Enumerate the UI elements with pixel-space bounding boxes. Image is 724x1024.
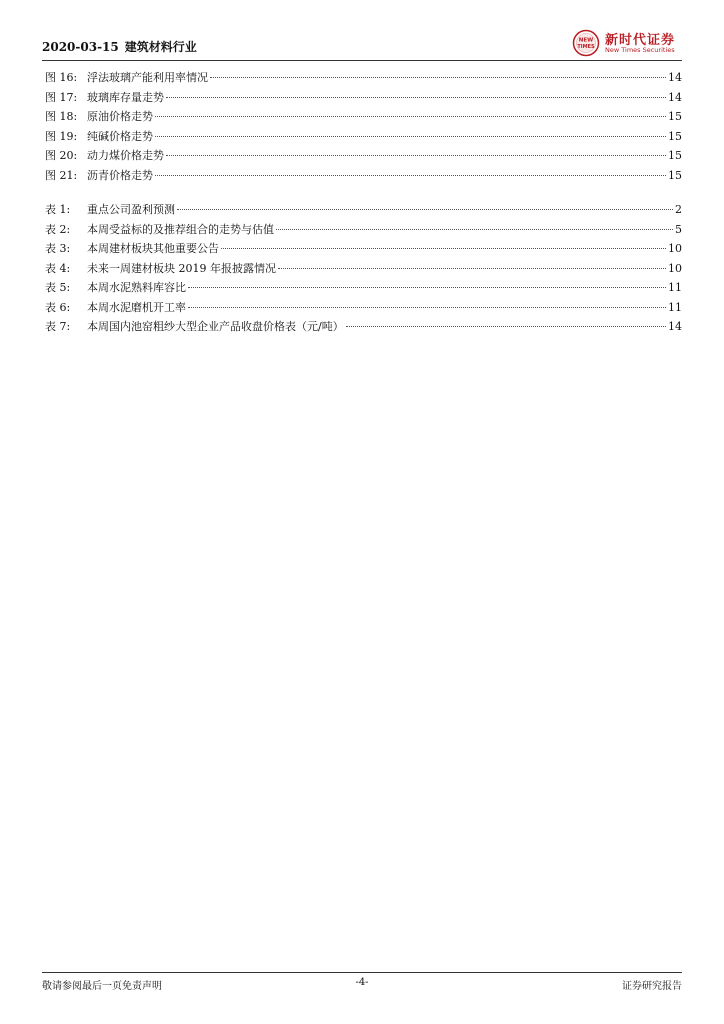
logo-chinese-name: 新时代证券	[605, 33, 676, 48]
toc-dot-leader	[276, 229, 673, 230]
new-times-logo-icon	[572, 29, 600, 57]
toc-entry-number: 表 2:	[45, 222, 71, 236]
toc-entry-number: 图 17:	[45, 90, 78, 104]
header-date-line	[42, 38, 197, 55]
toc-dot-leader	[166, 155, 666, 156]
company-logo	[572, 28, 682, 58]
figure-toc-entry[interactable]	[45, 146, 682, 166]
table-toc-entry[interactable]	[45, 200, 682, 220]
toc-dot-leader	[155, 136, 666, 137]
toc-entry-title: 纯碱价格走势	[87, 129, 153, 143]
toc-entry-page: 15	[668, 149, 682, 162]
footer-divider	[42, 972, 682, 973]
header-divider	[42, 60, 682, 61]
toc-entry-page: 15	[668, 168, 682, 182]
toc-dot-leader	[210, 77, 666, 78]
toc-entry-title: 原油价格走势	[87, 110, 153, 123]
toc-entry-title: 动力煤价格走势	[87, 149, 164, 162]
toc-entry-title: 重点公司盈利预测	[87, 203, 175, 216]
toc-entry-page: 2	[675, 203, 682, 216]
toc-entry-page: 15	[668, 129, 682, 143]
toc-entry-title: 本周建材板块其他重要公告	[87, 242, 219, 255]
table-toc-entry[interactable]	[45, 278, 682, 298]
figure-toc-entry[interactable]	[45, 68, 682, 88]
toc-entry-title: 浮法玻璃产能利用率情况	[87, 71, 208, 84]
toc-entry-page: 14	[668, 71, 682, 84]
toc-entry-title: 本周受益标的及推荐组合的走势与估值	[87, 222, 274, 236]
toc-dot-leader	[155, 175, 666, 176]
toc-entry-title: 玻璃库存量走势	[87, 90, 164, 104]
page-number: -4-	[355, 977, 369, 988]
toc-entry-title: 本周水泥熟料库容比	[87, 281, 186, 294]
svg-text:TIMES: TIMES	[577, 44, 595, 50]
figures-toc	[45, 68, 682, 185]
toc-dot-leader	[221, 248, 666, 249]
toc-entry-title: 本周水泥磨机开工率	[87, 300, 186, 314]
toc-entry-number: 表 7:	[45, 320, 71, 333]
toc-entry-page: 11	[668, 300, 682, 314]
figure-toc-entry[interactable]	[45, 127, 682, 147]
svg-text:NEW: NEW	[578, 37, 594, 44]
industry-name: 建筑材料行业	[124, 40, 197, 54]
page-header	[42, 28, 682, 58]
toc-entry-title: 未来一周建材板块 2019 年报披露情况	[87, 261, 276, 275]
toc-dot-leader	[177, 209, 673, 210]
table-toc-entry[interactable]	[45, 259, 682, 279]
figure-toc-entry[interactable]	[45, 107, 682, 127]
report-date: 2020-03-15	[42, 40, 119, 54]
toc-entry-page: 14	[668, 90, 682, 104]
toc-entry-number: 图 19:	[45, 129, 78, 143]
report-type: 证券研究报告	[622, 981, 682, 992]
toc-entry-number: 图 21:	[45, 168, 78, 182]
toc-entry-number: 图 18:	[45, 110, 78, 123]
toc-entry-number: 表 5:	[45, 281, 71, 294]
toc-entry-page: 10	[668, 261, 682, 275]
table-toc-entry[interactable]	[45, 220, 682, 240]
toc-entry-number: 表 6:	[45, 300, 71, 314]
toc-entry-number: 表 4:	[45, 261, 71, 275]
toc-entry-number: 表 3:	[45, 242, 71, 255]
toc-entry-page: 15	[668, 110, 682, 123]
figure-toc-entry[interactable]	[45, 166, 682, 186]
page-footer	[42, 977, 682, 993]
table-toc-entry[interactable]	[45, 317, 682, 337]
toc-entry-page: 14	[668, 320, 682, 333]
toc-entry-title: 沥青价格走势	[87, 168, 153, 182]
disclaimer-note: 敬请参阅最后一页免责声明	[42, 981, 162, 992]
table-toc-entry[interactable]	[45, 239, 682, 259]
table-toc-entry[interactable]	[45, 298, 682, 318]
toc-entry-number: 表 1:	[45, 203, 71, 216]
toc-dot-leader	[346, 326, 666, 327]
tables-toc	[45, 200, 682, 337]
logo-english-name: New Times Securities	[605, 46, 675, 54]
toc-entry-number: 图 20:	[45, 149, 78, 162]
toc-entry-title: 本周国内池窑粗纱大型企业产品收盘价格表（元/吨）	[87, 320, 344, 333]
toc-entry-page: 10	[668, 242, 682, 255]
toc-dot-leader	[278, 268, 666, 269]
toc-dot-leader	[188, 287, 666, 288]
toc-entry-page: 5	[675, 222, 682, 236]
toc-dot-leader	[155, 116, 666, 117]
toc-dot-leader	[166, 97, 666, 98]
toc-entry-number: 图 16:	[45, 71, 78, 84]
figure-toc-entry[interactable]	[45, 88, 682, 108]
toc-dot-leader	[188, 307, 666, 308]
toc-entry-page: 11	[668, 281, 682, 294]
